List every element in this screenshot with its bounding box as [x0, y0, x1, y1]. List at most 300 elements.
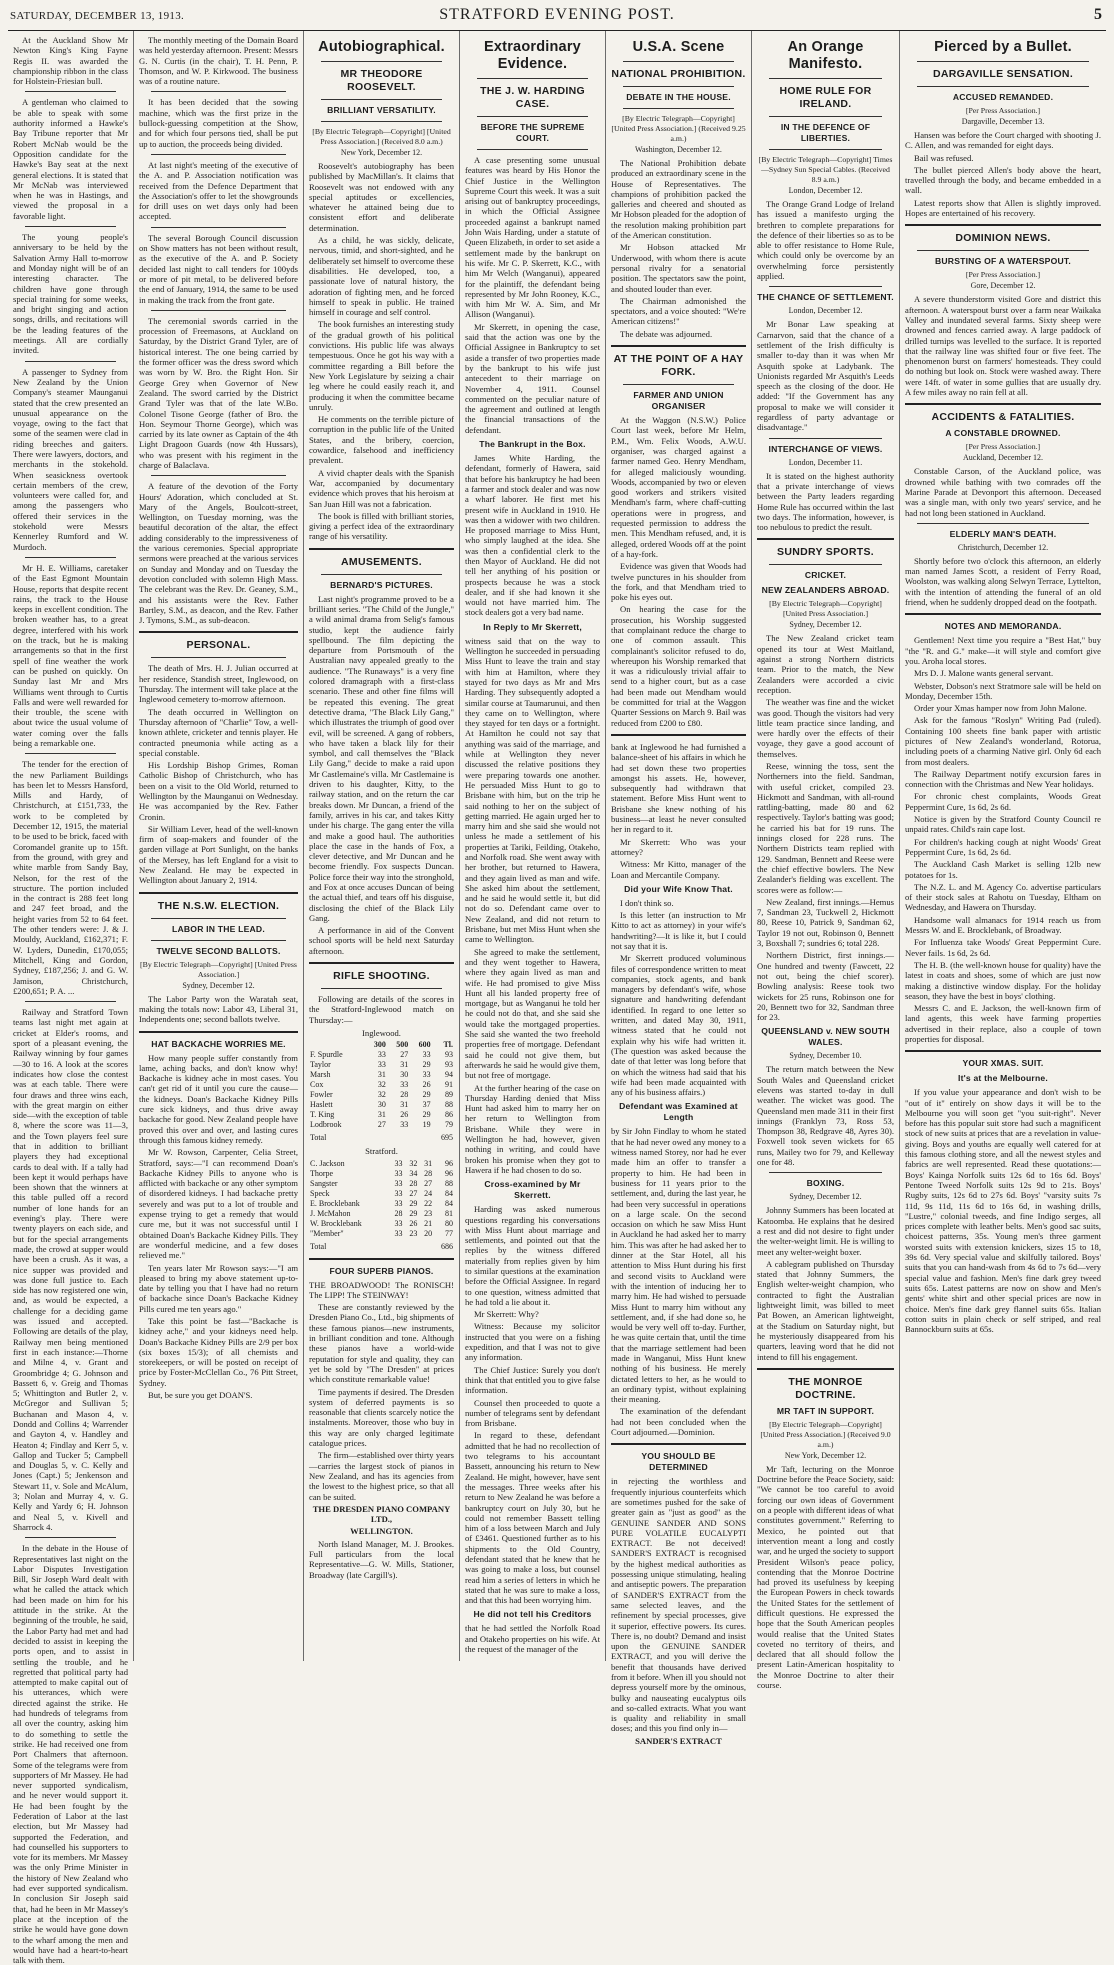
news-paragraph: The examination of the defendant had not been concluded when the Court adjourned.—Dominion.: [611, 1406, 746, 1438]
news-paragraph: A feature of the devotion of the Forty Hours' Adoration, which concluded at St. Mary of the Angels, Boulcott-street, Wellington, on Tuesday morning, was the beautiful decoration of the altar, the effect adding considerably to the impressiveness of the various ceremonies. Special appropriate sermons were preached at the various services on Sunday and Monday and on Tuesday the devotion concluded with solemn High Mass. The celebrant was the Rev. Dr. Geaney, S.M., and his assistants were the Rev. Father Bartley, S.M., as deacon, and the Rev. Father J. Tymons, S.M., as sub-deacon.: [139, 481, 298, 626]
table-cell: Haslett: [310, 1100, 333, 1110]
dateline: Sydney, December 12.: [182, 980, 255, 990]
note-item: The N.Z. L. and M. Agency Co. advertise particulars of their stock sales at Rahotu on Tuesday, Eltham on Wednesday, and Hawera on Thursday.: [905, 881, 1101, 913]
table-cell: 30: [377, 1100, 386, 1110]
divider: [917, 250, 1089, 251]
advert-paragraph: Take this point be fast—"Backache is kidney ache," and your kidneys need help. Doan's Backache Kidney Pills are 2/9 per box (six boxes 15/3); of all chemists and storekeepers, or will be posted on receipt of price by Foster-McClellan Co., 76 Pitt Street, Sydney.: [139, 1315, 298, 1388]
news-paragraph: A cablegram published on Thursday stated that Johnny Summers, the English welter-weight champion, who contracted to fight the Australian lightweight limit, was billed to meet Pat Bowen, an American lightweight, at the Stadium on Saturday night, but he mysteriously disappeared from his quarters, leaving word that he did not intend to fill his engagement.: [757, 1258, 894, 1362]
section-rule: [611, 734, 746, 736]
columns: [8, 31, 1106, 1965]
article-subheadline: DEBATE IN THE HOUSE.: [626, 92, 731, 102]
section-rule: [757, 538, 894, 540]
table-cell: Total: [310, 1241, 327, 1251]
table-cell: 33: [422, 1050, 431, 1060]
dateline: Dargaville, December 13.: [961, 117, 1045, 126]
news-paragraph: His Lordship Bishop Grimes, Roman Catholic Bishop of Christchurch, who has been on a visit to the Old World, returned to Wellington by the Maunganui on Wednesday. He was accompanied by the Rev. Father Cronin.: [139, 760, 298, 822]
article-subheadline: THE CHANCE OF SETTLEMENT.: [757, 292, 894, 303]
table-cell: 20: [424, 1228, 433, 1238]
news-paragraph: The book is filled with brilliant stories, giving a perfect idea of the extraordinary range of his versatility.: [309, 510, 454, 542]
advert-paragraph: How many people suffer constantly from lame, aching backs, and don't know why! Backache is kidney ache in most cases. You can't get rid of it until you cure the cause—the kidneys. Doan's Backache Kidney Pills cure sick kidneys, and thus drive away backache for good. New Zealand people have proved this over and over, and lasting cures through this famous kidney remedy.: [139, 1052, 298, 1145]
table-row: [309, 1100, 454, 1110]
news-paragraph: A vivid chapter deals with the Spanish War, accompanied by documentary evidence which proves that his heroism at San Juan Hill was not a fabrication.: [309, 467, 454, 509]
advert-paragraph: The firm—established over thirty years—carries the largest stock of pianos in New Zealand, and has its agencies from the lowest to the highest price, so that all can be suited.: [309, 1450, 454, 1502]
divider: [321, 61, 442, 62]
table-cell: 30: [400, 1070, 409, 1080]
news-paragraph: It is stated on the highest authority that a private interchange of views between the Party leaders regarding Home Rule has occurred within the last two days. The information, however, is too nebulous to predict the result.: [757, 470, 894, 533]
article-subheadline: BOXING.: [806, 1178, 845, 1189]
divider: [917, 523, 1089, 524]
divider: [321, 121, 442, 122]
table-cell: 32: [377, 1090, 386, 1100]
divider: [623, 384, 734, 385]
table-cell: Speck: [310, 1188, 330, 1198]
news-paragraph: The weather was fine and the wicket was good. Though the visitors had very little team practice since landing, and were hardly over the effects of their voyage, they gave a good account of themselves.: [757, 697, 894, 759]
note-item: Order your Xmas hamper now from John Malone.: [914, 703, 1087, 714]
news-paragraph: Mr Skerrett: Why?: [474, 1309, 539, 1320]
issue-date: SATURDAY, DECEMBER 13, 1913.: [10, 10, 185, 22]
table-row: [309, 1219, 454, 1229]
advert-paragraph: North Island Manager, M. J. Brookes. Full particulars from the local Representative—G. W. Mills, Stationer, Broadway (late Cargill's).: [309, 1538, 454, 1580]
section-rule: [757, 1368, 894, 1370]
crosshead: Cross-examined by Mr Skerrett.: [484, 1179, 581, 1201]
section-rule: [139, 631, 298, 633]
dateline: Sydney, December 10.: [789, 1051, 862, 1061]
news-paragraph: The Chairman admonished the spectators, and a voice shouted: "We're American citizens!": [611, 295, 746, 327]
news-paragraph: The bullet pierced Allen's body above the heart, travelled through the body, and became embedded in a wall.: [905, 164, 1101, 196]
divider: [25, 91, 116, 92]
note-item: Ask for the famous "Roslyn" Writing Pad (ruled). Containing 100 sheets fine bank paper with artistic pictures of New Zealand's wonderland, Rotorua, including poets of a charming Native girl. Only 6d each from most dealers.: [905, 715, 1101, 767]
divider: [151, 227, 286, 228]
advert-headline: HAT BACKACHE WORRIES ME.: [151, 1038, 286, 1049]
news-paragraph: Mr Skerrett produced voluminous files of correspondence written to meat companies, stock agents, and bank managers by defendant's wife, whose signature and handwriting defendant identified. In regard to one letter so written, and dated May 30, 1911, witness stated that he could not explain why his wife had written it. (The question was asked because the date of that letter was long before that on which the witness had said that his wife had been made acquainted with any of his business affairs.): [611, 953, 746, 1098]
news-paragraph: Mr Skerrett: Who was your attorney?: [611, 836, 746, 857]
dateline: London, December 11.: [788, 457, 863, 467]
table-cell: 695: [441, 1133, 453, 1143]
column-3: [304, 31, 460, 1661]
table-cell: 31: [400, 1100, 409, 1110]
crosshead: He did not tell his Creditors: [473, 1609, 592, 1620]
article-subheadline: NATIONAL PROHIBITION.: [611, 68, 746, 80]
news-paragraph: The death of Mrs. H. J. Julian occurred at her residence, Standish street, Inglewood, on Thursday. The interment will take place at the Inglewood cemetery to-morrow afternoon.: [139, 663, 298, 705]
divider: [25, 753, 116, 754]
column-1: [8, 31, 134, 1965]
table-cell: F. Spurdle: [310, 1050, 343, 1060]
table-cell: 33: [394, 1178, 403, 1188]
news-paragraph: A case presenting some unusual features was heard by His Honor the Chief Justice in the Wellington Supreme Court this week. It was a suit arising out of bankruptcy proceedings, in which the Official Assignee proceeded against a bankrupt named John Wais Harding, under a statute of Queen Elizabeth, in order to set aside a settlement made by the bankrupt on his wife. Mr C. P. Skerrett, K.C., with him Mr Welch (Wanganui), appeared for the plaintiff, the defendant being represented by Mr John Rooney, K.C., with him Mr W. A. Sim, and Mr Allison (Wanganui).: [465, 155, 600, 320]
table-cell: 27: [409, 1188, 418, 1198]
news-paragraph: Mr Skerrett, in opening the case, said that the action was one by the Official Assignee in Bankruptcy to set aside a transfer of two properties made by the bankrupt to his wife just antecedent to their marriage on November 4, 1911. Counsel commented on the peculiar nature of the agreement and outlined at length the financial transactions of the defendant.: [465, 321, 600, 435]
table-cell: 86: [445, 1110, 453, 1120]
advert-paragraph: Time payments if desired. The Dresden system of deferred payments is so reasonable that clients scarcely notice the instalments. Moreover, those who buy in this way are only charged legitimate catalogue prices.: [309, 1386, 454, 1449]
table-cell: 31: [377, 1110, 386, 1120]
news-paragraph: He comments on the terrible picture of corruption in the public life of the United States, and the bribery, coercion, cowardice, falsehood and inefficiency prevalent.: [309, 414, 454, 466]
table-caption: Stratford.: [365, 1146, 398, 1157]
news-paragraph: In regard to these, defendant admitted that he had no recollection of two telegrams to his accountant Bassett, announcing his return to New Zealand. He might, however, have sent the messages. Three weeks after his return to New Zealand he was before a bankruptcy court on July 30, but he could not remember Bassett telling him of a loss between March and July of £3461. Questioned further as to his shipments to the Old Country, defendant stated that he knew that he was going to make a loss, but counsel read him a series of letters in which he stated that he was sure to make a loss, and that this had been worrying him.: [465, 1430, 600, 1606]
note-item: The Railway Department notify excursion fares in connection with the Christmas and New Year holidays.: [905, 768, 1101, 790]
article-headline: Extraordinary Evidence.: [484, 39, 581, 72]
table-header: [309, 1040, 364, 1050]
table-header: 600: [418, 1040, 431, 1050]
column-6: [752, 31, 900, 1691]
table-cell: 26: [400, 1110, 409, 1120]
table-header: Tl.: [443, 1040, 453, 1050]
article-headline: THE MONROE DOCTRINE.: [788, 1375, 863, 1401]
news-paragraph: Harding was asked numerous questions regarding his conversations with Miss Hunt about marriage and settlements, and pointed out that the replies by the witness differed materially from replies given by him to similar questions at the examination before the Official Assignee. In regard to one question, witness admitted that he had told a lie about it.: [465, 1204, 600, 1307]
table-cell: 88: [445, 1178, 453, 1188]
divider: [151, 657, 286, 658]
table-cell: Total: [310, 1133, 327, 1143]
table-cell: 29: [422, 1090, 431, 1100]
section-rule: [139, 892, 298, 894]
table-cell: 89: [445, 1090, 453, 1100]
note-item: The Auckland Cash Market is selling 12lb new potatoes for 1s.: [905, 859, 1101, 880]
article-subheadline: NEW ZEALANDERS ABROAD.: [761, 585, 890, 596]
table-cell: 29: [409, 1208, 418, 1218]
table-cell: 80: [445, 1218, 453, 1228]
table-cell: 29: [422, 1060, 431, 1070]
news-paragraph: The New Zealand cricket team opened its tour at West Maitland, against a strong Northern districts team. Prior to the match, the New Zealanders were accorded a civic reception.: [757, 633, 894, 695]
wire-byline: [By Electric Telegraph—Copyright] [United Press Association.] (Received 9.0 a.m.): [760, 1419, 891, 1449]
divider: [151, 91, 286, 92]
dateline: New York, December 12.: [340, 148, 423, 157]
article-subheadline: HOME RULE FOR IRELAND.: [779, 85, 872, 110]
news-paragraph: The Labor Party won the Waratah seat, making the totals now: Labor 43, Liberal 31, Independents one; second ballots twelve.: [139, 993, 298, 1025]
wire-byline: [By Electric Telegraph—Copyright] [United Press Association.] (Received 9.25 a.m.): [611, 114, 746, 143]
table-cell: 33: [394, 1158, 403, 1168]
news-paragraph: At the Auckland Show Mr Newton King's King Fayne Regis II. was awarded the championship ribbon in the class for Holstein-Friesian bull.: [13, 35, 128, 87]
table-cell: Sangster: [310, 1178, 338, 1188]
section-heading: DOMINION NEWS.: [955, 232, 1051, 245]
advert-paragraph: Ten years later Mr Rowson says:—"I am pleased to bring my above statement up-to-date by telling you that I have had no return of backache since Doan's Backache Kidney Pills cured me ten years ago.": [139, 1262, 298, 1314]
table-header: 500: [396, 1040, 409, 1050]
table-cell: Taylor: [310, 1060, 331, 1070]
table-cell: 33: [394, 1168, 403, 1178]
column-4: [460, 31, 606, 1661]
table-row: [309, 1159, 454, 1169]
news-paragraph: Mr Bonar Law speaking at Carnarvon, said that the chance of a settlement of the Irish difficulty is smaller to-day than it was when Mr Asquith spoke at Ladybank. The Unionists regarded Mr Asquith's Leeds speech as the closing of the door. He added: "If the Government has any proposal to make we will consider it regardless of party advantage or disadvantage.": [757, 319, 894, 433]
table-row: [309, 1080, 454, 1090]
divider: [25, 1001, 116, 1002]
table-cell: 33: [422, 1070, 431, 1080]
divider: [25, 361, 116, 362]
table-cell: Fowler: [310, 1090, 333, 1100]
news-paragraph: The tender for the erection of the new Parliament Buildings has been let to Messrs Hansford, Mills and Hardy, of Christchurch, at £151,733, the work to be completed by December 12, 1915, the material to be used to be brick, faced with Coromandel granite up to 15ft. from the ground, with grey and white marble from Sandy Bay, Nelson, for the rest of the structure. The portion included in the contract is 288 feet long and 247 feet broad, and the height varies from 52 to 64 feet. The other tenders were: J. & J. Mouldy, Auckland, £162,371; F. W. Lyders, Dunedin, £170,055; Mitchell, King and Gordon, Sydney, £187,256; J. and G. W. Jamison, Christchurch, £200,651; P. A. ...: [13, 759, 128, 996]
table-cell: 23: [409, 1228, 418, 1238]
news-paragraph: A gentleman who claimed to be able to speak with some authority informed a Hawke's Bay Tribune reporter that Mr Robert McNab would be the Opposition candidate for the Hawke's Bay seat at the next general elections. It is stated that Mr McNab was interviewed when he was in Hastings, and viewed the proposal in a favorable light.: [13, 97, 128, 221]
table-cell: W. Brocklebank: [310, 1218, 362, 1228]
news-paragraph: The young people's anniversary to be held by the Salvation Army Hall to-morrow and Monday night will be of an interesting character. The children have gone through special training for some weeks, and bright singing and action songs, drills, and recitations will be the leading features of the meetings. All are cordially invited.: [13, 232, 128, 356]
table-cell: 93: [445, 1050, 453, 1060]
dateline: Sydney, December 12.: [789, 1192, 862, 1202]
table-cell: 88: [445, 1100, 453, 1110]
news-paragraph: witness said that on the way to Wellington he succeeded in persuading Miss Hunt to leave the train and stay with him at Hamilton, where they stayed for two days as Mr and Mrs Harding. They subsequently adopted a similar course at Taumarunui, and then they came on to Wellington, where they stayed for ten days or a fortnight. At Hamilton he could not say that anything was said of the marriage, and while at Wellington they never discussed the relative positions they were preparing towards one another. He persuaded Miss Hunt to go to Brisbane with him, but on the trip he said nothing to her on the subject of getting married. He again urged her to marry him and she said she would not unless he made a settlement of his properties at Tariki, Feilding, Otakeho, and Norfolk road. She went away with her brother, but returned to Hawera, and they again lived as man and wife. She asked him about the settlement, and he said he would settle it, but did not do so. Defendant came over to New Zealand, and did not return to Brisbane, but met Miss Hunt when she came to Wellington.: [465, 635, 600, 945]
table-cell: 22: [424, 1198, 433, 1208]
table-cell: 32: [409, 1158, 418, 1168]
table-cell: 28: [424, 1168, 433, 1178]
divider: [151, 475, 286, 476]
wire-byline: [By Electric Telegraph—Copyright] [United Press Association.] (Received 8.0 a.m.): [312, 127, 451, 146]
table-cell: J. McMahon: [310, 1208, 351, 1218]
wire-byline: [By Electric Telegraph—Copyright] [United Press Association.]: [769, 599, 882, 619]
news-paragraph: It has been decided that the sowing machine, which was the first prize in the bullock-guessing competition at the Show, and for which four persons tied, shall be put up to auction, the proceeds being divided.: [139, 97, 298, 149]
table-row: [309, 1229, 454, 1239]
news-paragraph: The monthly meeting of the Domain Board was held yesterday afternoon. Present: Messrs G. N. Curtis (in the chair), T. H. Penn, P. Thomson, and W. P. Kirkwood. The business was of a routine nature.: [139, 35, 298, 87]
section-rule: [309, 1258, 454, 1260]
article-headline: U.S.A. Scene: [632, 39, 725, 55]
news-paragraph: Hansen was before the Court charged with shooting J. C. Allen, and was remanded for eight days.: [905, 130, 1101, 151]
news-paragraph: The death occurred in Wellington on Thursday afternoon of "Charlie" Tow, a well-known athlete, cricketer and tennis player. He contracted pneumonia while acting as a special constable.: [139, 706, 298, 758]
article-subheadline: MR THEODORE ROOSEVELT.: [340, 68, 423, 93]
news-paragraph: In the debate in the House of Representatives last night on the Labor Disputes Investigation Bill, Sir Joseph Ward dealt with what he called the attack which had been made on him for his attitude in the strike. At the beginning of the trouble, he said, the Labor Party had met and had decided to assist in keeping the ports open, and to assist in settling the trouble, and he regretted that political party had attempted to make capital out of his utterances, which were directed against the strike. He had hundreds of telegrams from all over the country, asking him to do something to settle the strike. He had received one from Port Chalmers that afternoon. Some of the telegrams were from supporters of Mr Massey. He had never supported syndicalism, and he never would support it. He had been fought by the Federation of Labor at the last election, but Mr Massey had supported the Federation, and had counselled his supporters to vote for its members. Mr Massey was the only Prime Minister in the history of New Zealand who had ever supported syndicalism. In conclusion Sir Joseph said that, had he been in Mr Massey's place at the inception of the strike he would have gone down to the wharf among the men and would have had a heart-to-heart talk with them.: [13, 1543, 128, 1965]
news-paragraph: Bail was refused.: [914, 152, 974, 163]
news-paragraph: The ceremonial swords carried in the procession of Freemasons, at Auckland on Saturday, by the District Grand Tyler, are of historical interest. The one being carried by the former officer was the dress sword which was worn by W. Bro. the Right Hon. Sir George Grey when Governor of New Zealand. The sword carried by the District Grand Tyler was that of the late W.Bo. Colonel Tisone George (father of Bro. the Hon. Seymour Thorne George), which was carried by its late owner as Captain of the 4th Light Dragoon Guards (now 4th Hussars), who was present with his regiment in the charge of Balaclava.: [139, 315, 298, 470]
dateline: New York, December 12.: [784, 1450, 867, 1460]
advert-headline: YOUR XMAS. SUIT.: [962, 1058, 1044, 1069]
section-rule: [611, 345, 746, 347]
note-item: Handsome wall almanacs for 1914 reach us from Messrs W. and E. Brocklebank, of Broadway.: [905, 914, 1101, 936]
divider: [151, 154, 286, 155]
news-paragraph: A performance in aid of the Convent school sports will be held next Saturday afternoon.: [309, 925, 454, 956]
table-row: [309, 1179, 454, 1189]
news-paragraph: The debate was adjourned.: [620, 328, 713, 339]
divider: [769, 438, 882, 439]
table-cell: 33: [377, 1050, 386, 1060]
table-cell: 28: [400, 1090, 409, 1100]
news-paragraph: I don't think so.: [620, 897, 674, 908]
note-item: For chronic chest complaints, Woods Great Peppermint Cure, 1s 6d, 2s 6d.: [905, 791, 1101, 812]
dateline: Gore, December 12.: [970, 281, 1036, 291]
divider: [769, 149, 882, 150]
crosshead: Defendant was Examined at Length: [619, 1101, 738, 1123]
article-subheadline: CRICKET.: [804, 570, 847, 581]
advert-city: WELLINGTON.: [350, 1526, 413, 1537]
news-paragraph: Mr Hobson attacked Mr Underwood, with whom there is acute personal rivalry for a senatorial position. The spectators saw the point, and shouted louder than ever.: [611, 242, 746, 294]
newspaper-title: STRATFORD EVENING POST.: [439, 6, 675, 23]
news-paragraph: The Chief Justice: Surely you don't think that that entitled you to give false information.: [465, 1364, 600, 1396]
table-cell: 26: [409, 1218, 418, 1228]
dateline: Washington, December 12.: [635, 145, 722, 154]
table-cell: 77: [445, 1228, 453, 1238]
table-cell: 91: [445, 1080, 453, 1090]
article-subheadline: QUEENSLAND v. NEW SOUTH WALES.: [761, 1026, 890, 1048]
article-subheadline: BERNARD'S PICTURES.: [330, 579, 433, 590]
divider: [623, 61, 734, 62]
table-cell: T. King: [310, 1110, 335, 1120]
table-row: [309, 1090, 454, 1100]
advert-headline: YOU SHOULD BE DETERMINED: [641, 1451, 716, 1473]
table-cell: Lodbrook: [310, 1120, 342, 1130]
table-cell: C. Jackson: [310, 1158, 345, 1168]
article-subheadline: INTERCHANGE OF VIEWS.: [768, 443, 883, 454]
note-item: Webster, Dobson's next Stratmore sale will be held on Monday, December 15th.: [905, 680, 1101, 701]
section-rule: [309, 962, 454, 964]
table-cell: 93: [445, 1060, 453, 1070]
advert-headline: FOUR SUPERB PIANOS.: [329, 1265, 434, 1276]
section-heading: AMUSEMENTS.: [341, 555, 422, 568]
table-cell: 31: [400, 1060, 409, 1070]
table-cell: 32: [377, 1080, 386, 1090]
table-cell: 28: [409, 1178, 418, 1188]
table-row: [309, 1209, 454, 1219]
table-cell: 33: [400, 1120, 409, 1130]
column-2: [134, 31, 304, 1661]
divider: [917, 61, 1089, 62]
article-subheadline: MR TAFT IN SUPPORT.: [776, 1405, 875, 1416]
table-cell: 29: [409, 1198, 418, 1208]
table-cell: 27: [424, 1178, 433, 1188]
news-paragraph: Evidence was given that Woods had twelve punctures in his shoulder from the fork, and that Mendham tried to poke his eyes out.: [611, 561, 746, 603]
news-paragraph: At the further hearing of the case on Thursday Harding denied that Miss Hunt had asked him to marry her on her return to Wellington from Brisbane. While they were in Wellington he had, however, given nothing in writing, and could have broken his promise when they got to Hawera if he had chosen to do so.: [465, 1082, 600, 1175]
advert-subheadline: It's at the Melbourne.: [957, 1073, 1048, 1084]
news-paragraph: As a child, he was sickly, delicate, nervous, timid, and short-sighted, and he deliberately set himself to overcome these disabilities. He developed, too, a passionate love of natural history, the adoration of fighting men, and he forced himself to speak in public. He trained himself in courage and self control.: [309, 235, 454, 318]
news-paragraph: Witness: Mr Kitto, manager of the Loan and Mercantile Company.: [611, 859, 746, 880]
table-cell: 19: [422, 1120, 431, 1130]
news-paragraph: Railway and Stratford Town teams last night met again at cricket at Elder's rooms, and sport of a pleasant evening, the Railway winning by four games—30 to 16. A look at the scores indicates how close the contest was at each table. There were four draws and three wins each, with the great margin on either side—with the exception of table 8, where the score was 11—3, and the Town players feel sure that in addition to brilliant players they had exceptional cards to deal with. If a tally had been kept it would perhaps have been shown that the winners at this table pulled off a record number of lone hands for an evening's play. There were twenty players on each side, and but for the special arrangements made, the crowd at supper would have been a crush. As it was, a nice supper was provided and was done full justice to. Each side has now registered one win, and, as would be expected, a challenge for a deciding game was issued and accepted. Following are details of the play, Railway men being mentioned first in each instance:—Thorne and Milne 4, v. Grant and Groombridge 4; G. Johnson and Bassett 6, v. Greig and Thomas 5; Whittington and Butler 2, v. McGregor and Sullivan 5; Buchanan and Mason 4, v. Dondd and Collins 4; Warrender and Gayton 4, v. Handley and Heaton 4; Findlay and Kerr 5, v. Gallop and Tucker 5; Campbell and Douglas 5, v. C. Kelly and Jones (Capt.) 5; Jenkenson and Stewart 11, v. Sole and McAlum, 3; Nolan and Murray 4, v. G. Kelly and Yardy 6; H. Johnson and Neal 5, v. Kivell and Sharrock 4.: [13, 1007, 128, 1532]
note-item: Mrs D. J. Malone wants general servant.: [914, 668, 1054, 679]
crosshead: The Bankrupt in the Box.: [479, 439, 586, 450]
table-cell: 33: [394, 1218, 403, 1228]
advert-paragraph: in rejecting the worthless and frequently injurious counterfeits which are sometimes pushed for the sake of greater gain as "just as good" as the GENUINE SANDER AND SONS PURE VOLATILE EUCALYPTI EXTRACT. Be not deceived! SANDER'S EXTRACT is recognised by the highest medical authorities as possessing unique stimulating, healing and antiseptic powers. The preparation of SANDER'S EXTRACT from the same selected leaves, and the refinement by special processes, give it superior, effective powers. Its cures. There is, no doubt? Demand and insist upon the GENUINE SANDER EXTRACT, and you will derive the benefit that thousands have derived from it before. When ill you should not depress yourself more by the ominous, bulky and nauseating eucalyptus oils and so-called extracts. What you want is quality and reliability in small doses; and this you find only in—: [611, 1476, 746, 1734]
divider: [25, 557, 116, 558]
section-rule: [139, 1031, 298, 1033]
table-cell: Thorpe: [310, 1168, 334, 1178]
notes-list: [905, 635, 1101, 1044]
section-rule: [611, 1443, 746, 1445]
table-cell: 33: [400, 1080, 409, 1090]
table-header-row: [309, 1040, 454, 1050]
article-subheadline: FARMER AND UNION ORGANISER: [633, 390, 724, 412]
divider: [321, 988, 442, 989]
news-paragraph: A passenger to Sydney from New Zealand by the Union Company's steamer Maunganui stated that the crew presented an unusual appearance on the voyage, owing to the fact that some of the seamen were clad in riding breeches and gaiters. There were lawyers, doctors, and merchants in the stokehold. When seasickness overtook certain members of the crew, volunteers were called for, and among the passengers who offered their services in the stokehold were Messrs Kennerley Rumford and W. Murdoch.: [13, 366, 128, 552]
divider: [321, 574, 442, 575]
news-paragraph: Roosevelt's autobiography has been published by MacMillan's. It claims that Roosevelt was not endowed with any special aptitudes or excellencies, whatever he attained being due to consistent effort and deliberate determination.: [309, 161, 454, 233]
section-heading: PERSONAL.: [186, 639, 251, 652]
divider: [769, 116, 882, 117]
article-subheadline: THE J. W. HARDING CASE.: [480, 85, 585, 110]
news-paragraph: Reese, winning the toss, sent the Northerners into the field. Sandman, with useful cricket, compiled 23. Hickmott and Sandman, with all-round rattling-batting, made 80 and 62 respectively. Taylor's batting was good; he carried his bat for 19 runs. The innings closed for 228 runs. The Northern Districts team replied with 129. Sandman, Bennett and Reese were the chief effective bowlers. The New Zealander's fielding was excellent. The scores were as follow:—: [757, 760, 894, 895]
table-row: [309, 1070, 454, 1080]
table-cell: 686: [441, 1241, 453, 1251]
article-subheadline: ELDERLY MAN'S DEATH.: [949, 528, 1057, 539]
table-cell: 96: [445, 1158, 453, 1168]
dateline: Christchurch, December 12.: [957, 542, 1049, 552]
divider: [917, 86, 1089, 87]
article-subheadline: TWELVE SECOND BALLOTS.: [156, 945, 281, 956]
table-cell: 29: [422, 1110, 431, 1120]
news-paragraph: James White Harding, the defendant, formerly of Hawera, said that before his bankruptcy he had been a farmer and stock dealer and was now a wharf laborer. He first met his present wife in Auckland in 1910. He was then a widower with two children. He proposed marriage to Miss Hunt, who simply laughed at the idea. She was then a confidential clerk to the then Mayor of Auckland. He did not tell her anything of his position or prospects because he was a stock dealer, and if she had known it she would not have married him. The stock dealers got a very bad name.: [465, 453, 600, 618]
table-cell: 21: [424, 1218, 433, 1228]
section-heading: SUNDRY SPORTS.: [777, 546, 874, 559]
section-rule: [905, 224, 1101, 226]
table-cell: 81: [445, 1208, 453, 1218]
divider: [25, 226, 116, 227]
article-headline: An Orange Manifesto.: [787, 39, 864, 72]
crosshead: Did your Wife Know That.: [624, 883, 733, 894]
table-row: [309, 1120, 454, 1130]
table-cell: 28: [394, 1208, 403, 1218]
news-paragraph: Constable Carson, of the Auckland police, was drowned while bathing with two comrades off the Marine Parade at Devonport this afternoon. Deceased was a single man, with only two years' service, and he had not long been stationed in Auckland.: [905, 466, 1101, 518]
table-cell: 26: [422, 1080, 431, 1090]
table-cell: 24: [424, 1188, 433, 1198]
article-subheadline: BURSTING OF A WATERSPOUT.: [935, 256, 1071, 267]
article-headline: Pierced by a Bullet.: [934, 39, 1072, 55]
article-subheadline: LABOR IN THE LEAD.: [172, 923, 265, 934]
divider: [477, 78, 588, 79]
note-item: For Influenza take Woods' Great Peppermint Cure. Never fails. 1s 6d, 2s 6d.: [905, 937, 1101, 958]
divider: [321, 99, 442, 100]
divider: [477, 116, 588, 117]
table-cell: 94: [445, 1070, 453, 1080]
score-table-inglewood: [309, 1040, 454, 1143]
news-paragraph: Sir William Lever, head of the well-known firm of soap-makers and founder of the garden village at Port Sunlight, on the banks of the Mersey, has left England for a visit to New Zealand. He may be expected in Wellington about January 2, 1914.: [139, 823, 298, 886]
article-subheadline: IN THE DEFENCE OF LIBERTIES.: [780, 122, 871, 143]
table-cell: 27: [400, 1050, 409, 1060]
divider: [25, 1537, 116, 1538]
news-paragraph: that he had settled the Norfolk Road and Otakeho properties on his wife. At the request of the manager of the: [465, 1623, 600, 1655]
table-caption: Inglewood.: [362, 1027, 401, 1038]
news-paragraph: On hearing the case for the prosecution, his Worship suggested that complainant reduce the charge to one of common assault. This complainant's solicitor refused to do, whereupon his Worship remarked that it was a ridiculously trivial affair to send to a higher court, but as a case had been made out Mendham would be committed for trial at the Waggon Quarter Sessions on March 9. Bail was reduced from £200 to £80.: [611, 604, 746, 728]
news-paragraph: At last night's meeting of the executive of the A. and P. Association notification was received from the Defence Department that the Association's offer to let the showgrounds for drill uses on wet days only had been accepted.: [139, 159, 298, 222]
advert-paragraph: But, be sure you get DOAN'S.: [148, 1390, 253, 1401]
divider: [151, 918, 286, 919]
advert-paragraph: Mr W. Rowson, Carpenter, Celia Street, Stratford, says:—"I can recommend Doan's Backache Kidney Pills to anyone who is afflicted with backache or any other symptom of disordered kidneys. I had backache pretty severely and was put to a lot of trouble and expense trying to get a remedy that would cure me, but it was not successful until I obtained Doan's Backache Kidney Pills. They are wonderful medicine, and a few doses relieved me.": [139, 1147, 298, 1261]
table-cell: 33: [377, 1060, 386, 1070]
table-cell: 96: [445, 1168, 453, 1178]
masthead: [8, 4, 1106, 31]
table-cell: 79: [445, 1120, 453, 1130]
table-cell: 33: [394, 1228, 403, 1238]
table-cell: 34: [409, 1168, 418, 1178]
advert-company: THE DRESDEN PIANO COMPANY LTD.,: [312, 1503, 451, 1525]
table-row: [309, 1169, 454, 1179]
section-rule: [309, 548, 454, 550]
news-paragraph: Northern District, first innings.—One hundred and twenty (Fawcett, 22 not out, being the chief scorer). Bowling analysis: Reese took two wickets for 25 runs, Robinson one for 20, Bennett two for 32, Sandman three for 23.: [757, 950, 894, 1023]
news-paragraph: bank at Inglewood he had furnished a balance-sheet of his affairs in which he had set down these two properties amongst his assets. He, however, subsequently had withdrawn that statement. Before Miss Hunt went to Brisbane she knew nothing of his business—at least he never consulted her in regard to it.: [611, 741, 746, 835]
section-rule: [905, 613, 1101, 615]
table-cell: 31: [424, 1158, 433, 1168]
note-item: Gentlemen! Next time you require a "Best Hat," buy "the "R. and G." make—it will style and comfort give you. Aroha local stores.: [905, 635, 1101, 666]
advert-paragraph: THE BROADWOOD! The RONISCH! The LIPP! The STEINWAY!: [309, 1279, 454, 1300]
article-subheadline: ACCUSED REMANDED.: [952, 92, 1054, 102]
divider: [477, 149, 588, 150]
divider: [769, 564, 882, 565]
article-headline: THE N.S.W. ELECTION.: [157, 899, 280, 912]
news-paragraph: Shortly before two o'clock this afternoon, an elderly man named James Scott, a resident of Ferry Road, Woolston, was walking along Selwyn Terrace, Lyttelton, with the intention of attending the funeral of an old friend, when he suddenly dropped dead on the footpath.: [905, 555, 1101, 608]
wire-byline: [Per Press Association.]: [965, 442, 1041, 452]
note-item: For children's hacking cough at night Woods' Great Peppermint Cure, 1s 6d, 2s 6d.: [905, 836, 1101, 857]
score-table-stratford: [309, 1159, 454, 1252]
table-cell: "Member": [310, 1228, 344, 1238]
table-header: 300: [373, 1040, 386, 1050]
wire-byline: [Per Press Association.]: [965, 270, 1041, 280]
article-subheadline: BEFORE THE SUPREME COURT.: [480, 122, 585, 143]
news-paragraph: The National Prohibition debate produced an extraordinary scene in the House of Representatives. The champions of prohibition packed the galleries and cheered and shouted as Mr Hobson pleaded for the adoption of the resolution making prohibition part of the American constitution.: [611, 158, 746, 241]
section-rule: [905, 403, 1101, 405]
news-paragraph: Latest reports show that Allen is slightly improved. Hopes are entertained of his recovery.: [905, 197, 1101, 219]
column-7: [900, 31, 1106, 1661]
news-paragraph: The book furnishes an interesting study of the gradual growth of his political convictions. His public life was always tempestuous. Once he got his way with a committee regarding a Bill before the New York Legislature by seizing a chair leg where he could easily reach it, and producing it when the committee became unruly.: [309, 319, 454, 412]
divider: [623, 108, 734, 109]
note-item: Notice is given by the Stratford County Council re unpaid rates. Child's rain cape lost.: [905, 814, 1101, 835]
column-5: [606, 31, 752, 1746]
news-paragraph: by Sir John Findlay to whom he stated that he had never owed any money to a witness named Storey, nor had he ever made him an offer to transfer a property to him. He had been in business for 11 years prior to the settlement, and, during the last year, he had been very successful in operations on a large scale. On the second occasion on which he saw Miss Hunt in Auckland he had asked her to marry him. This was after he had asked her to dinner at the Star Hotel, all his attention to Miss Hunt during his first and second visits to Auckland were with the intention of inducing her to marry him. He had wished to persuade Miss Hunt to marry him without any settlement, and, if she had done so, he would be very well off to-day. Further, he was quite certain that, until the time that the marriage settlement had been made in Wanganui, Miss Hunt knew nothing of his business. He merely dictated letters to her, as he would to an ordinary typist, without explaining their meaning.: [611, 1126, 746, 1405]
news-paragraph: Counsel then proceeded to quote a number of telegrams sent by defendant from Brisbane.: [465, 1397, 600, 1429]
table-row: [309, 1199, 454, 1209]
table-cell: 37: [422, 1100, 431, 1110]
note-item: Messrs C. and E. Jackson, the well-known firm of land agents, this week have farming properties advertised in their replace, also a couple of town properties for disposal.: [905, 1003, 1101, 1044]
advert-paragraph: If you value your appearance and don't wish to be "out of it" entirely on show days it will be to the Melbourne you will soon get "you suit-right". Never before has this popular suit store had such a magnificent stock of new suits at prices that are a revelation in value-giving. Boys and youths are equally well catered for at this famous clothing store, and all the newest styles and fabrics are well represented. Read these quotations:—Boys' Kainga Norfolk suits 12s 6d to 16s 6d. Boys' Pentone Tweed Norfolk suits 12s 9d to 21s. Boys' Rugby suits, 12s 6d to 27s 6d. Boys' "varsity suits 7s 11d, 9s 11d, 11s 6d to 16s 6d, in washing drills, "Lustre," colonial tweeds, and fine Indigo serges, all prices complete with leather belts. Men's good sac suits, choicest patterns, 35s. Young men's three garment worsted suits with extension knickers, sizes 15 to 18, 39s 6d. Very special value and skilfully tailored. Boys' suits that you can hand-wash from 4s 6d to 7s 6d—very special value and fashion. Men's fine dark grey tweed suits 65s. Latest patterns are now on show and Men's gents' white shirt and other special prices are now in choice. Men's fine dark grey flannel suits 65s. Italian cotton suits in plain check or self striped, and real Bannockburn suits at 65s.: [905, 1087, 1101, 1335]
divider: [623, 86, 734, 87]
